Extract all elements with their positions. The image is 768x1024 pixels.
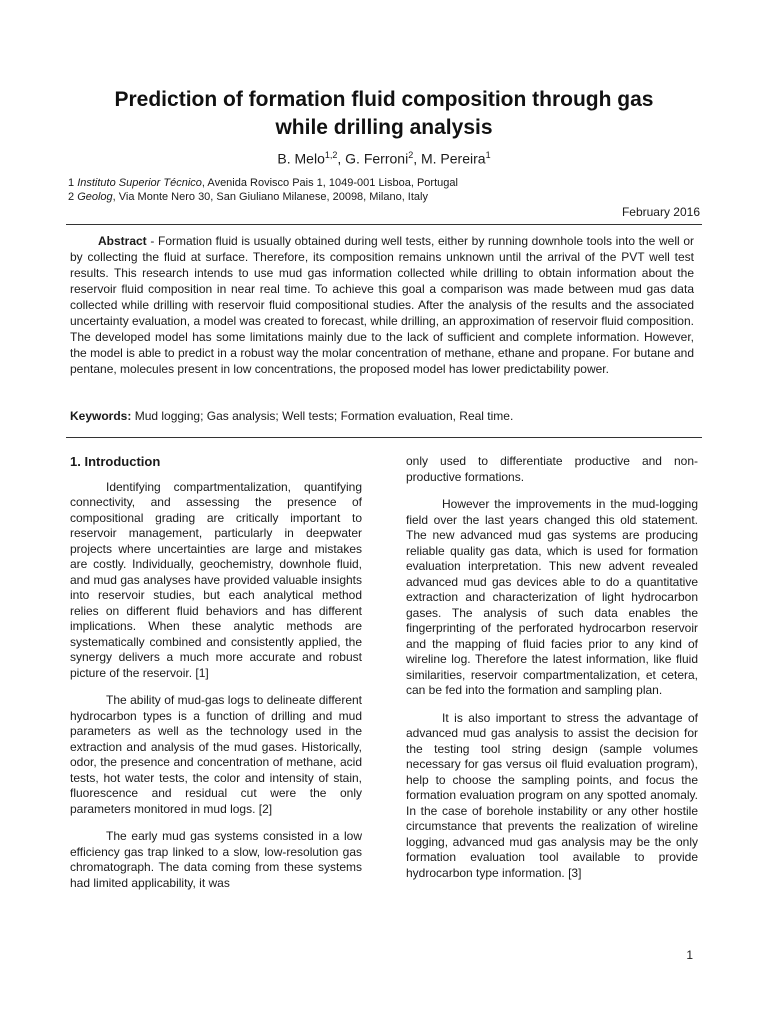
divider	[66, 224, 702, 225]
paragraph: The early mud gas systems consisted in a low efficiency gas trap linked to a slow, low-resolution gas chromatograph. The data coming from these systems had limited applicability, it was	[70, 829, 362, 890]
right-column	[406, 454, 698, 893]
keywords-text: Mud logging; Gas analysis; Well tests; Formation evaluation, Real time.	[131, 409, 514, 423]
keywords-label: Keywords:	[70, 409, 132, 423]
paragraph: Identifying compartmentalization, quantifying connectivity, and assessing the presence of compositional grading are critically important to reservoir management, particularly in deepwater projects where uncertainties are large and mistakes are costly. Individually, geochemistry, downhole fluid, and mud gas analyses have provided valuable insights into reservoir studies, but each analytical method relies on different fluid behaviors and has different implications. When these analytic methods are systematically combined and consistently applied, the synergy delivers a much more accurate and robust picture of the reservoir. [1]	[70, 479, 362, 680]
publication-date: February 2016	[621, 205, 700, 219]
author-2: G. Ferroni	[345, 150, 409, 167]
title-line-1: Prediction of formation fluid composition through gas	[114, 88, 654, 111]
paragraph: However the improvements in the mud-logging field over the last years changed this old statement. The new advanced mud gas systems are producing reliable quality gas data, which is used for formation evaluation interpretation. This new advent revealed advanced mud gas devices able to do a quantitative extraction and characterization of light hydrocarbon gases. The analysis of such data enables the fingerprinting of the perforated hydrocarbon reservoir and the mapping of fluid facies prior to any kind of wireline log. Therefore the latest information, like fluid similarities, reservoir compartmentalization, et cetera, can be fed into the formation and sampling plan.	[406, 497, 698, 697]
abstract	[70, 233, 694, 377]
author-sep: ,	[413, 150, 421, 167]
page-number: 1	[686, 948, 693, 962]
affiliation-address: , Avenida Rovisco Pais 1, 1049-001 Lisboa, Portugal	[201, 177, 458, 189]
section-heading: 1. Introduction	[70, 454, 161, 469]
keywords	[70, 408, 694, 424]
author-3-affil: 1	[485, 150, 491, 160]
affiliation-institution: Geolog	[77, 191, 113, 203]
author-1-affil: 1,2	[324, 150, 338, 160]
abstract-label: Abstract	[98, 234, 147, 248]
affiliation-institution: Instituto Superior Técnico	[77, 177, 202, 189]
paragraph: The ability of mud-gas logs to delineate different hydrocarbon types is a function of drilling and mud parameters as well as the technology used in the extraction and analysis of the mud gases. Historically, odor, the presence and concentration of methane, acid tests, hot water tests, the color and intensity of stain, fluorescence and residual cut were the only parameters monitored in mud logs. [2]	[70, 693, 362, 816]
affiliation-2	[68, 191, 428, 203]
author-2-affil: 2	[408, 150, 414, 160]
paragraph: only used to differentiate productive and non-productive formations.	[406, 454, 698, 484]
affiliation-address: , Via Monte Nero 30, San Giuliano Milanese, 20098, Milano, Italy	[112, 191, 428, 203]
abstract-text: - Formation fluid is usually obtained during well tests, either by running downhole tools into the well or by collecting the fluid at surface. Therefore, its composition remains unknown until the arrival of the PVT well test results. This research intends to use mud gas information collected while drilling to obtain information about the reservoir fluid composition in near real time. To achieve this goal a comparison was made between mud gas data collected while drilling with reservoir fluid compositional studies. After the analysis of the results and the associated uncertainty evaluation, a model was created to forecast, while drilling, an approximation of reservoir fluid composition. The developed model has some limitations mainly due to the lack of sufficient and complete information. However, the model is able to predict in a robust way the molar concentration of methane, ethane and propane. For butane and pentane, molecules present in low concentrations, the proposed model has lower predictability power.	[70, 234, 694, 376]
divider	[66, 437, 702, 438]
paragraph: It is also important to stress the advantage of advanced mud gas analysis to assist the decision for the testing tool string design (sample volumes necessary for gas versus oil fluid evaluation program), help to choose the sampling points, and focus the formation evaluation program on any spotted anomaly. In the case of borehole instability or any other hostile circumstance that prevents the realization of wireline logging, advanced mud gas analysis may be the only formation evaluation tool available to provide hydrocarbon type information. [3]	[406, 710, 698, 880]
affiliation-number: 1	[68, 177, 75, 189]
left-column	[70, 454, 362, 903]
author-sep: ,	[337, 150, 346, 167]
affiliation-number: 2	[68, 191, 75, 203]
author-3: M. Pereira	[420, 150, 486, 167]
title-line-2: while drilling analysis	[275, 116, 493, 139]
paper-title	[60, 86, 708, 142]
affiliation-1	[68, 177, 458, 189]
author-list	[0, 150, 768, 167]
author-1: B. Melo	[277, 150, 325, 167]
